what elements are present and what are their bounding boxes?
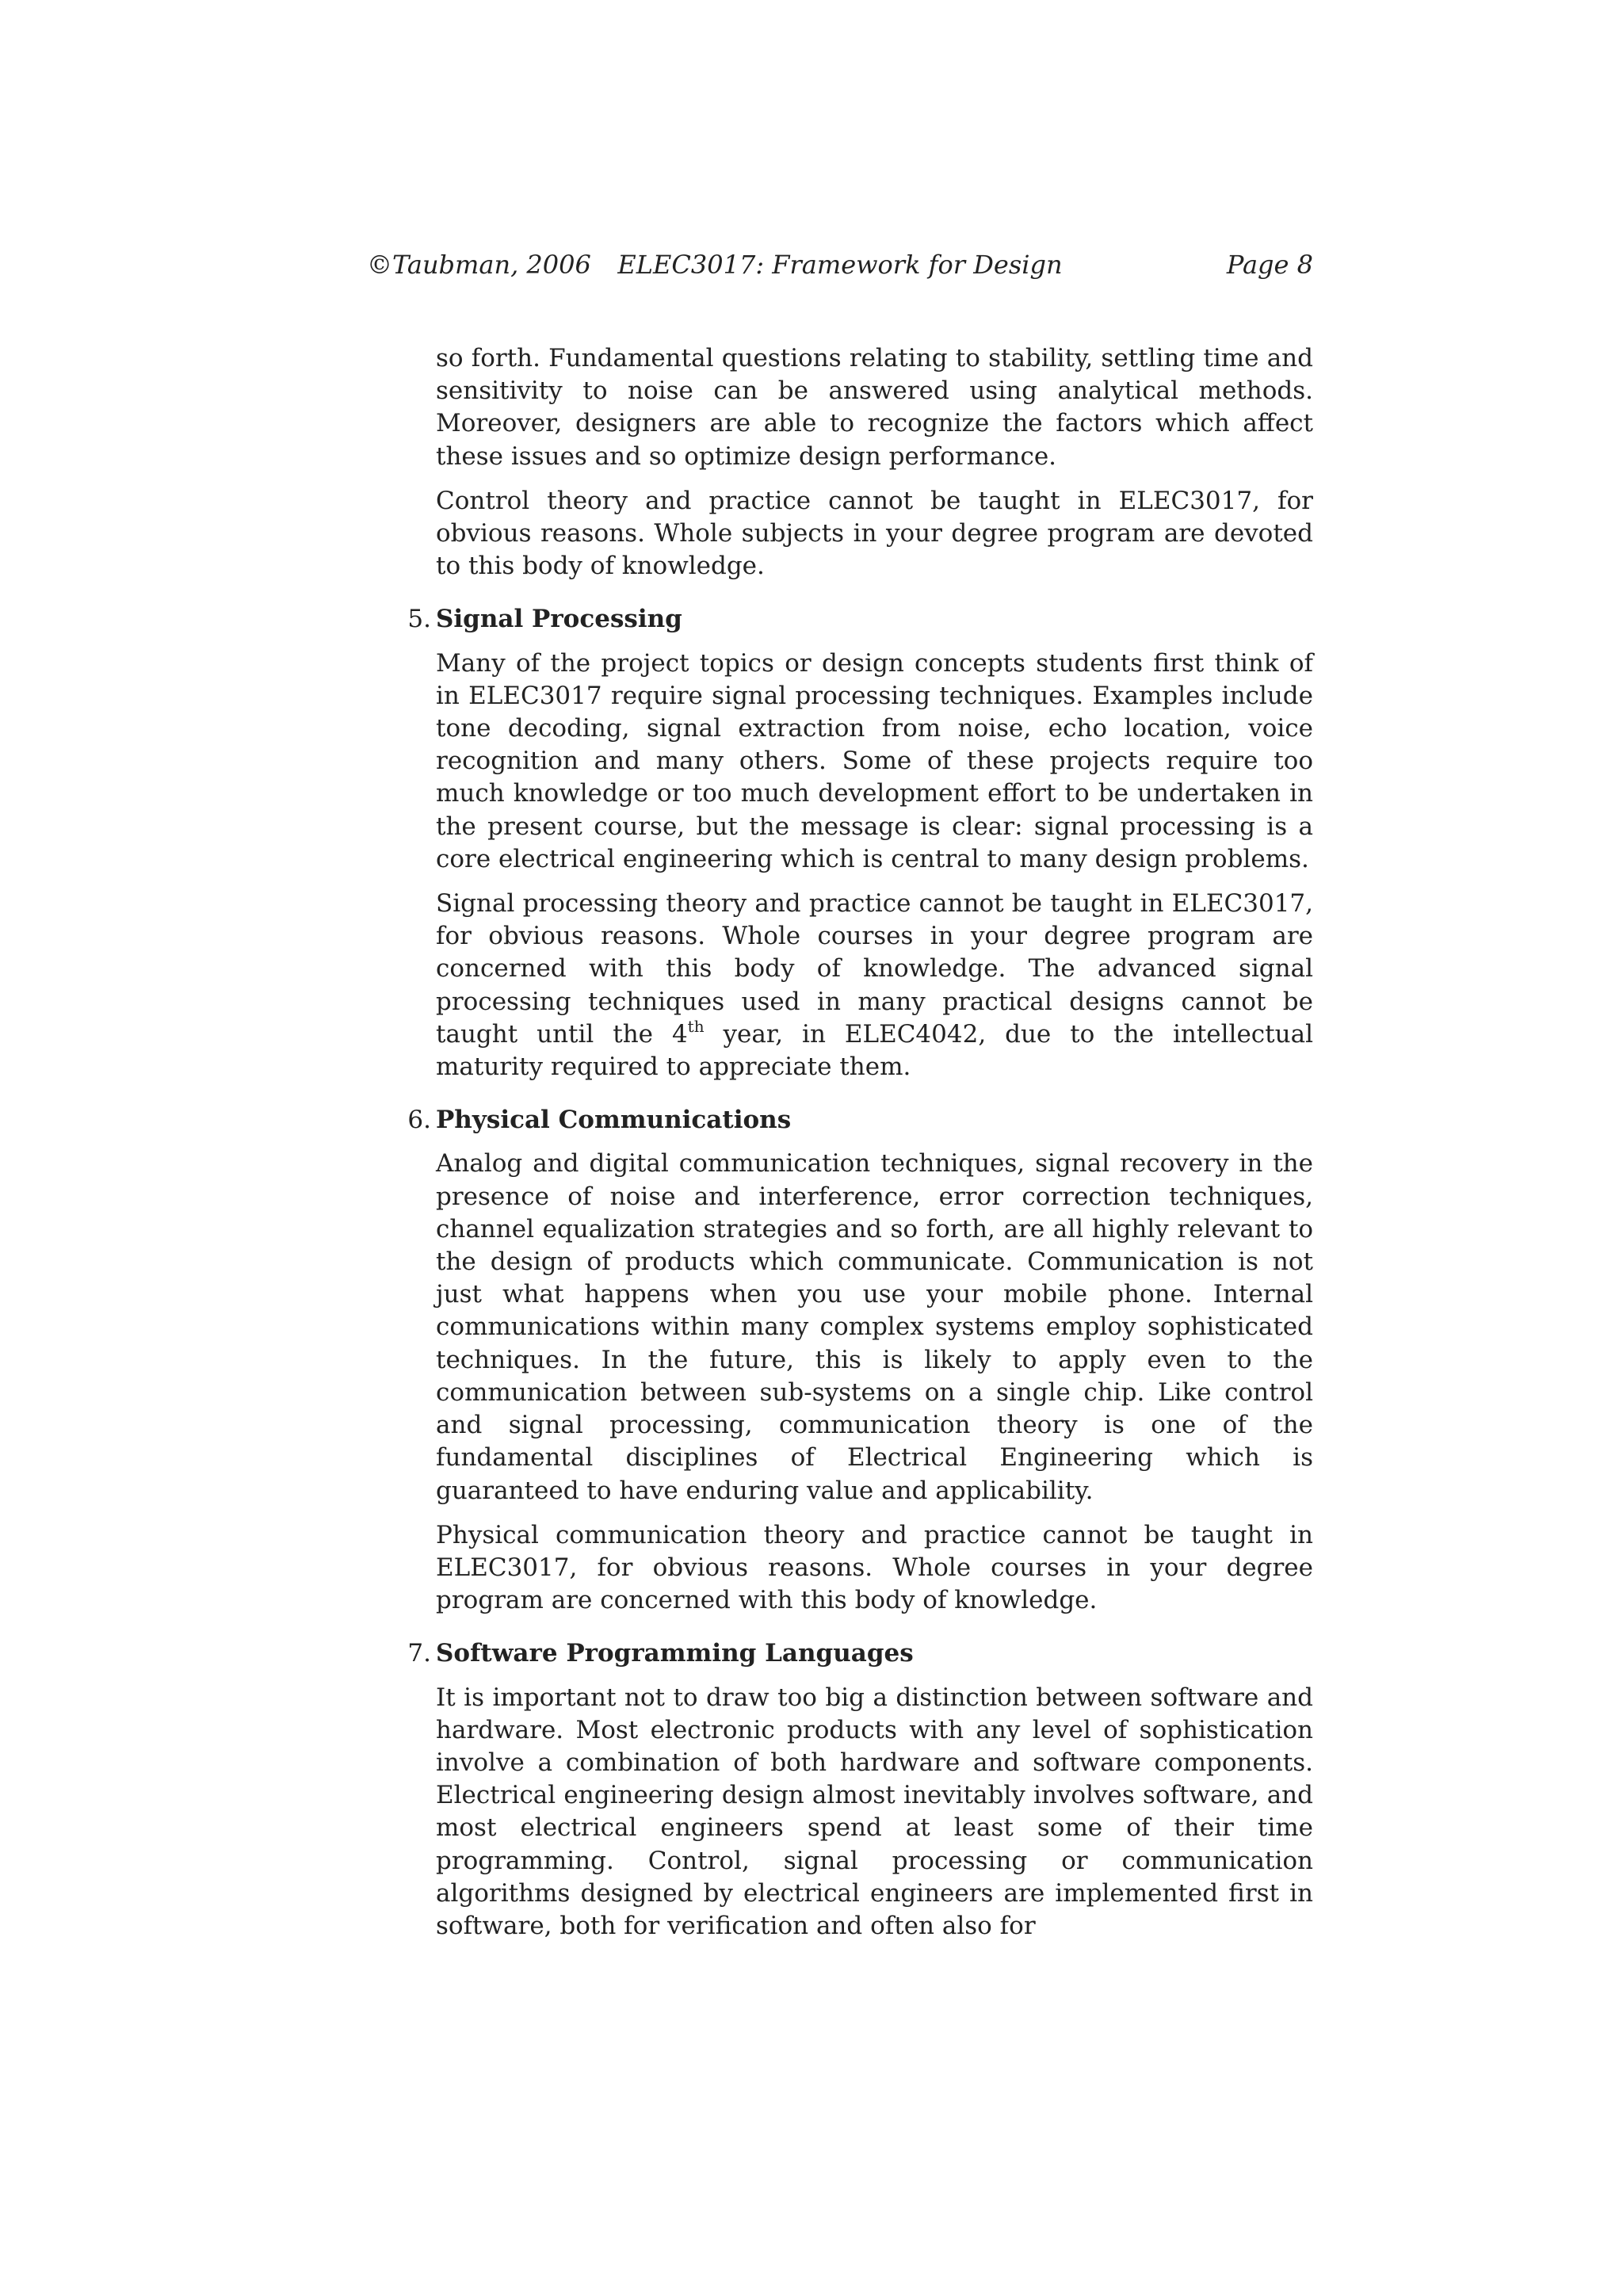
list-item-software-programming-languages (407, 1637, 1313, 1943)
list-item-number: 5. (407, 605, 431, 634)
list-item-number: 6. (407, 1106, 431, 1135)
running-header (367, 247, 1313, 282)
ordinal-superscript: th (687, 1016, 705, 1036)
list-item-title: Signal Processing (436, 605, 682, 634)
paragraph-text: Signal processing theory and practice cannot be taught in ELEC3017, for obvious reasons. Whole courses in your degree program are concerned with this body of knowledge. The advanced signal processing techniques used in many practical designs cannot be taught until the 4 (436, 889, 1313, 1049)
list-item-paragraph: Many of the project topics or design concepts students first think of in ELEC3017 require signal processing techniques. Examples include tone decoding, signal extraction from noise, echo location, voice recognition and many others. Some of these projects require too much knowledge or too much development effort to be undertaken in the present course, but the message is clear: signal processing is a core electrical engineering which is central to many design problems. (436, 648, 1313, 873)
header-course-title: ELEC3017: Framework for Design (617, 250, 1063, 280)
header-page-number: Page 8 (1226, 250, 1313, 280)
list-item-number: 7. (407, 1639, 431, 1668)
list-item-paragraph: Analog and digital communication techniques, signal recovery in the presence of noise and interference, error correction techniques, channel equalization strategies and so forth, are all highly relevant to the design of products which communicate. Communication is not just what happens when you use your mobile phone. Internal communications within many complex systems employ sophisticated techniques. In the future, this is likely to apply even to the communication between sub-systems on a single chip. Like control and signal processing, communication theory is one of the fundamental disciplines of Electrical Engineering which is guaranteed to have enduring value and applicability. (436, 1149, 1313, 1505)
list-item-paragraph: It is important not to draw too big a distinction between software and hardware. Most electronic products with any level of sophistication involve a combination of both hardware and software components. Electrical engineering design almost inevitably involves software, and most electrical engineers spend at least some of their time programming. Control, signal processing or communication algorithms designed by electrical engineers are implemented first in software, both for verification and often also for (436, 1683, 1313, 1940)
list-item-paragraph (436, 888, 1313, 1083)
list-item-physical-communications (407, 1104, 1313, 1617)
list-item-title: Software Programming Languages (436, 1639, 914, 1668)
header-author-year: Taubman, 2006 (392, 250, 591, 280)
copyright-symbol: © (367, 250, 392, 280)
paragraph-text: year, in ELEC4042, due to the intellectual maturity required to appreciate them. (436, 1019, 1313, 1082)
page-body (407, 342, 1313, 1943)
list-item-paragraph: Physical communication theory and practice cannot be taught in ELEC3017, for obvious reasons. Whole courses in your degree program are concerned with this body of knowledge. (436, 1520, 1313, 1615)
continuation-paragraph: Control theory and practice cannot be taught in ELEC3017, for obvious reasons. Whole subjects in your degree program are devoted to this body of knowledge. (436, 486, 1313, 581)
list-item-signal-processing (407, 603, 1313, 1083)
continuation-paragraph: so forth. Fundamental questions relating to stability, settling time and sensitivity to noise can be answered using analytical methods. Moreover, designers are able to recognize the factors which affect these issues and so optimize design performance. (436, 344, 1313, 471)
list-item-title: Physical Communications (436, 1106, 792, 1135)
